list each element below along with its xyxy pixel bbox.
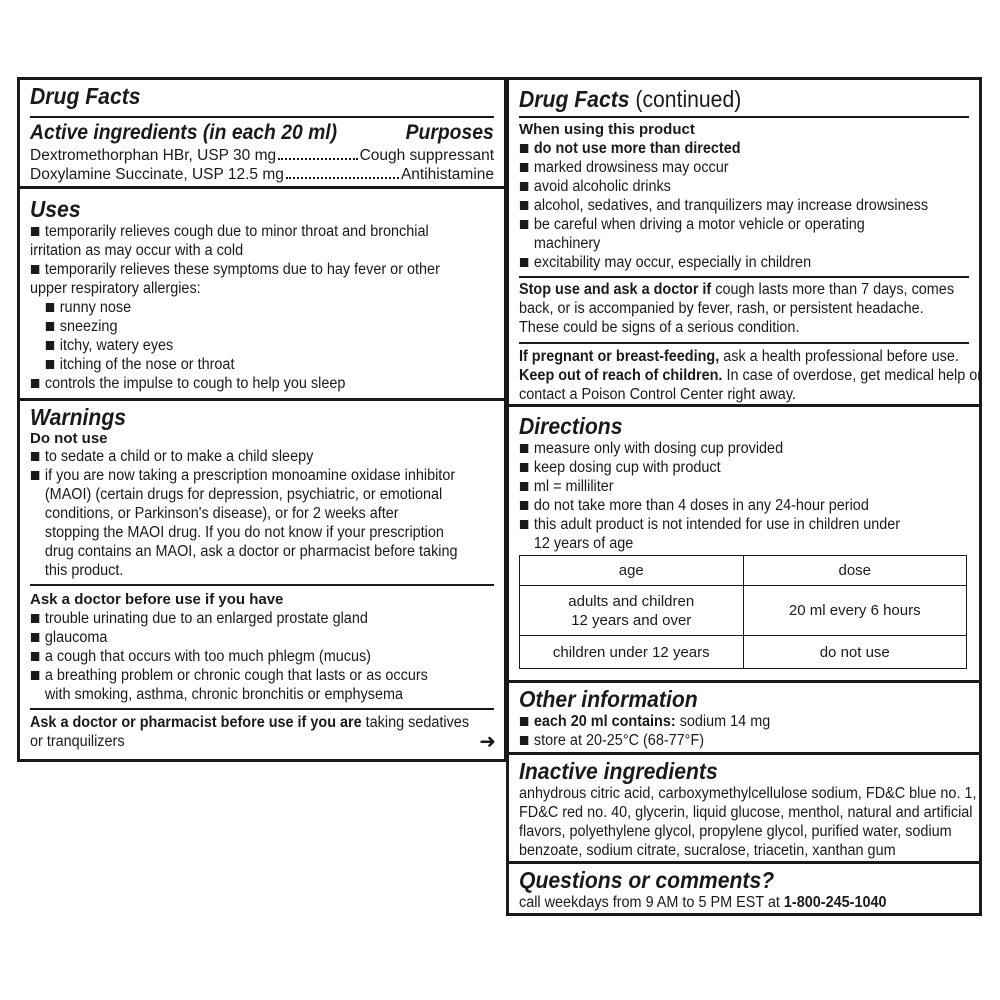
dosing-table xyxy=(519,555,967,669)
warning-item-continued: (MAOI) (certain drugs for depression, psychiatric, or emotional xyxy=(44,486,443,503)
ask-doctor-item: a breathing problem or chronic cough that lasts or as occurs xyxy=(30,666,462,685)
directions-item-continued: 12 years of age xyxy=(533,535,634,552)
ask-doctor-item-continued: with smoking, asthma, chronic bronchitis or emphysema xyxy=(44,686,404,703)
dosing-table-row xyxy=(520,636,967,669)
dosing-table-cell-dose: do not use xyxy=(743,636,967,669)
ask-doctor-heading: Ask a doctor before use if you have xyxy=(30,591,284,608)
dosing-table-header: age xyxy=(520,556,744,586)
ingredient-name: Dextromethorphan HBr, USP 30 mg xyxy=(30,147,277,164)
ask-doctor-section xyxy=(20,590,504,704)
continue-arrow-icon: ➜ xyxy=(479,731,496,753)
other-info-bold: each 20 ml contains: xyxy=(533,713,676,730)
dosing-table-cell-age: children under 12 years xyxy=(520,636,744,669)
ingredient-purpose: Antihistamine xyxy=(400,166,494,183)
stop-use-line-2: back, or is accompanied by fever, rash, or persistent headache. xyxy=(519,300,924,317)
drug-facts-left-panel xyxy=(17,77,507,762)
directions-item: measure only with dosing cup provided xyxy=(519,439,938,458)
phone-number: 1-800-245-1040 xyxy=(783,894,887,911)
when-using-item: alcohol, sedatives, and tranquilizers may increase drowsiness xyxy=(519,196,938,215)
directions-item: keep dosing cup with product xyxy=(519,458,938,477)
ask-doctor-item: a cough that occurs with too much phlegm (mucus) xyxy=(30,647,462,666)
inactive-line: flavors, polyethylene glycol, propylene glycol, purified water, sodium xyxy=(519,823,952,840)
when-using-item: be careful when driving a motor vehicle or operating xyxy=(519,215,938,234)
inactive-ingredients-section xyxy=(509,758,979,860)
keep-out-rest: In case of overdose, get medical help or xyxy=(722,367,983,384)
ask-doctor-item: glaucoma xyxy=(30,628,462,647)
other-information-section xyxy=(509,686,979,750)
inactive-line: anhydrous citric acid, carboxymethylcellulose sodium, FD&C blue no. 1, xyxy=(519,785,977,802)
ingredient-name: Doxylamine Succinate, USP 12.5 mg xyxy=(30,166,284,183)
purposes-heading: Purposes xyxy=(405,121,494,144)
when-using-item: avoid alcoholic drinks xyxy=(519,177,938,196)
uses-heading: Uses xyxy=(30,196,81,222)
ask-pharmacist-line xyxy=(30,713,470,732)
uses-item-continued: upper respiratory allergies: xyxy=(30,280,201,297)
keep-out-bold: Keep out of reach of children. xyxy=(519,367,723,384)
directions-item: ml = milliliter xyxy=(519,477,938,496)
stop-use-line xyxy=(519,280,955,299)
uses-section xyxy=(20,196,504,393)
warnings-section xyxy=(20,404,504,580)
warning-item-continued: conditions, or Parkinson's disease), or for 2 weeks after xyxy=(44,505,399,522)
active-ingredients-section xyxy=(20,120,504,184)
inactive-line: FD&C red no. 40, glycerin, liquid glucose, menthol, natural and artificial xyxy=(519,804,973,821)
uses-subitem: sneezing xyxy=(30,317,462,336)
pregnant-rest: ask a health professional before use. xyxy=(719,348,959,365)
when-using-item: excitability may occur, especially in children xyxy=(519,253,938,272)
other-info-rest: sodium 14 mg xyxy=(675,713,771,730)
dosing-table-cell-age xyxy=(520,586,744,636)
ask-pharmacist-bold: Ask a doctor or pharmacist before use if you are xyxy=(30,714,362,731)
uses-item: controls the impulse to cough to help you sleep xyxy=(30,374,462,393)
questions-line xyxy=(519,893,938,912)
keep-out-line xyxy=(519,366,983,385)
drug-facts-title: Drug Facts xyxy=(30,83,141,109)
ask-doctor-item: trouble urinating due to an enlarged prostate gland xyxy=(30,609,462,628)
ask-pharmacist-line-2: or tranquilizers xyxy=(30,733,125,750)
do-not-use-heading: Do not use xyxy=(30,430,108,447)
ingredient-row xyxy=(30,165,494,184)
stop-use-bold: Stop use and ask a doctor if xyxy=(519,281,712,298)
warning-item-continued: drug contains an MAOI, ask a doctor or pharmacist before taking xyxy=(44,543,458,560)
warning-item: if you are now taking a prescription monoamine oxidase inhibitor xyxy=(30,466,462,485)
directions-item: do not take more than 4 doses in any 24-hour period xyxy=(519,496,938,515)
ingredient-row xyxy=(30,146,494,165)
keep-out-line-2: contact a Poison Control Center right away. xyxy=(519,386,796,403)
inactive-ingredients-heading: Inactive ingredients xyxy=(519,758,718,784)
directions-item: this adult product is not intended for use in children under xyxy=(519,515,938,534)
stop-use-rest: cough lasts more than 7 days, comes xyxy=(711,281,955,298)
drug-facts-continued-header xyxy=(509,86,979,112)
ask-pharmacist-rest: taking sedatives xyxy=(361,714,470,731)
title-continued: (continued) xyxy=(629,86,742,112)
other-info-item: store at 20-25°C (68-77°F) xyxy=(519,731,938,750)
pregnancy-keep-out-section xyxy=(509,347,983,404)
active-ingredients-heading: Active ingredients (in each 20 ml) xyxy=(30,121,338,144)
drug-facts-right-panel xyxy=(506,77,982,916)
ingredient-purpose: Cough suppressant xyxy=(359,147,494,164)
other-info-item xyxy=(519,712,938,731)
pregnant-bold: If pregnant or breast-feeding, xyxy=(519,348,720,365)
questions-text: call weekdays from 9 AM to 5 PM EST at xyxy=(519,894,784,911)
when-using-heading: When using this product xyxy=(519,121,695,138)
directions-section xyxy=(509,413,979,553)
ask-pharmacist-section xyxy=(20,713,504,751)
drug-facts-header xyxy=(20,83,504,109)
when-using-item: do not use more than directed xyxy=(519,139,938,158)
dosing-table-header-row xyxy=(520,556,967,586)
warning-item-continued: this product. xyxy=(44,562,124,579)
uses-item-continued: irritation as may occur with a cold xyxy=(30,242,244,259)
pregnant-line xyxy=(519,347,959,366)
stop-use-line-3: These could be signs of a serious condition. xyxy=(519,319,800,336)
when-using-section xyxy=(509,120,979,272)
questions-heading: Questions or comments? xyxy=(519,867,775,893)
dosing-table-cell-dose: 20 ml every 6 hours xyxy=(743,586,967,636)
uses-item: temporarily relieves these symptoms due to hay fever or other xyxy=(30,260,462,279)
when-using-item-continued: machinery xyxy=(533,235,601,252)
warning-item-continued: stopping the MAOI drug. If you do not know if your prescription xyxy=(44,524,444,541)
uses-subitem: runny nose xyxy=(30,298,462,317)
dosing-table-header: dose xyxy=(743,556,967,586)
other-information-heading: Other information xyxy=(519,686,698,712)
age-line: adults and children xyxy=(568,592,695,610)
title-main: Drug Facts xyxy=(519,86,630,112)
stop-use-section xyxy=(509,280,979,337)
drug-facts-continued-title xyxy=(519,86,933,112)
age-line: 12 years and over xyxy=(571,611,692,629)
when-using-item: marked drowsiness may occur xyxy=(519,158,938,177)
warning-item: to sedate a child or to make a child sleepy xyxy=(30,447,462,466)
inactive-line: benzoate, sodium citrate, sucralose, triacetin, xanthan gum xyxy=(519,842,896,859)
dosing-table-row xyxy=(520,586,967,636)
questions-section xyxy=(509,867,979,912)
warnings-heading: Warnings xyxy=(30,404,127,430)
directions-heading: Directions xyxy=(519,413,623,439)
uses-subitem: itchy, watery eyes xyxy=(30,336,462,355)
uses-item: temporarily relieves cough due to minor throat and bronchial xyxy=(30,222,462,241)
uses-subitem: itching of the nose or throat xyxy=(30,355,462,374)
